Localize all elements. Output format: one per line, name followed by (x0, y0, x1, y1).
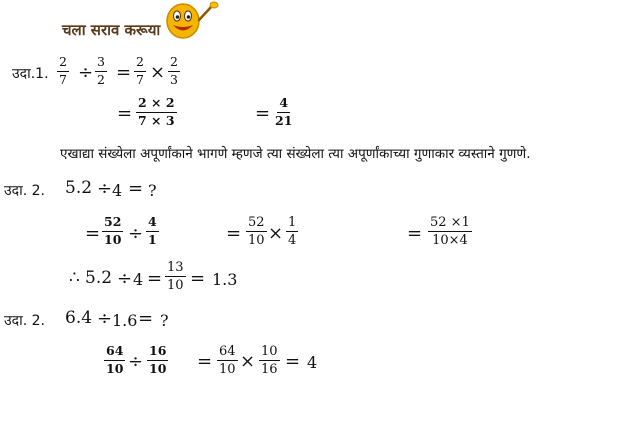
equals-symbol: = (285, 351, 301, 372)
ex2-fraction-c: $\frac{52}{10}$ (248, 215, 265, 248)
ex1-fraction-b: $\frac{3}{2}$ (97, 54, 105, 87)
question-mark: ? (148, 181, 157, 200)
divide-symbol: ÷ (97, 308, 113, 329)
ex2-result-problem-a: 5.2 (85, 268, 113, 288)
ex1-fraction-f: $\frac{4}{21}$ (275, 95, 293, 128)
equals-symbol: = (117, 103, 133, 124)
ex2-fraction-e: $\frac{52 \times 1}{10\times 4}$ (430, 215, 470, 248)
times-symbol: × (268, 223, 284, 244)
ex3-fraction-a: $\frac{64}{10}$ (106, 343, 124, 376)
ex3-fraction-c: $\frac{64}{10}$ (219, 344, 236, 377)
example-2-label: उदा. 2. (4, 183, 45, 199)
divide-symbol: ÷ (97, 178, 113, 199)
equals-symbol: = (85, 223, 101, 244)
ex1-fraction-e: $\frac{2 \times 2}{7 \times 3}$ (138, 95, 175, 128)
ex3-fraction-d: $\frac{10}{16}$ (261, 344, 278, 377)
equals-symbol: = (138, 308, 154, 329)
divide-symbol: ÷ (117, 268, 133, 289)
rule-note: एखाद्या संख्येला अपूर्णांकाने भागणे म्हणजे त्या संख्येला त्या अपूर्णांकाच्या गुणाकार व्यस्ताने गुणणे. (60, 146, 531, 162)
therefore-symbol: ∴ (69, 268, 80, 288)
ex1-fraction-a: $\frac{2}{7}$ (59, 54, 67, 87)
equals-symbol: = (147, 268, 163, 289)
ex3-problem-a: 6.4 (65, 308, 93, 328)
question-mark: ? (160, 311, 169, 330)
equals-symbol: = (128, 178, 144, 199)
divide-symbol: ÷ (78, 62, 94, 83)
ex2-fraction-b: $\frac{4}{1}$ (148, 214, 157, 247)
ex3-problem-b: 1.6 (112, 311, 138, 330)
ex3-result-value: 4 (307, 353, 318, 372)
equals-symbol: = (407, 223, 423, 244)
example-3-label: उदा. 2. (4, 313, 45, 329)
ex2-fraction-a: $\frac{52}{10}$ (104, 214, 122, 247)
equals-symbol: = (226, 223, 242, 244)
section-heading: चला सराव करूया (62, 21, 161, 39)
ex2-result-value: 1.3 (212, 270, 238, 289)
times-symbol: × (150, 62, 166, 83)
equals-symbol: = (197, 351, 213, 372)
divide-symbol: ÷ (128, 223, 144, 244)
equals-symbol: = (255, 103, 271, 124)
ex2-result-fraction: $\frac{13}{10}$ (167, 260, 184, 293)
example-1-label: उदा.1. (12, 66, 49, 82)
ex2-problem-b: 4 (112, 181, 123, 200)
ex1-fraction-c: $\frac{2}{7}$ (136, 54, 144, 87)
smiley-face-with-paintbrush-icon (163, 0, 221, 40)
ex2-problem-a: 5.2 (65, 178, 93, 198)
ex2-result-problem-b: 4 (133, 270, 144, 289)
divide-symbol: ÷ (128, 351, 144, 372)
equals-symbol: = (116, 62, 132, 83)
ex1-fraction-d: $\frac{2}{3}$ (170, 54, 178, 87)
times-symbol: × (240, 351, 256, 372)
ex2-fraction-d: $\frac{1}{4}$ (288, 215, 297, 248)
ex3-fraction-b: $\frac{16}{10}$ (149, 343, 167, 376)
equals-symbol: = (190, 268, 206, 289)
